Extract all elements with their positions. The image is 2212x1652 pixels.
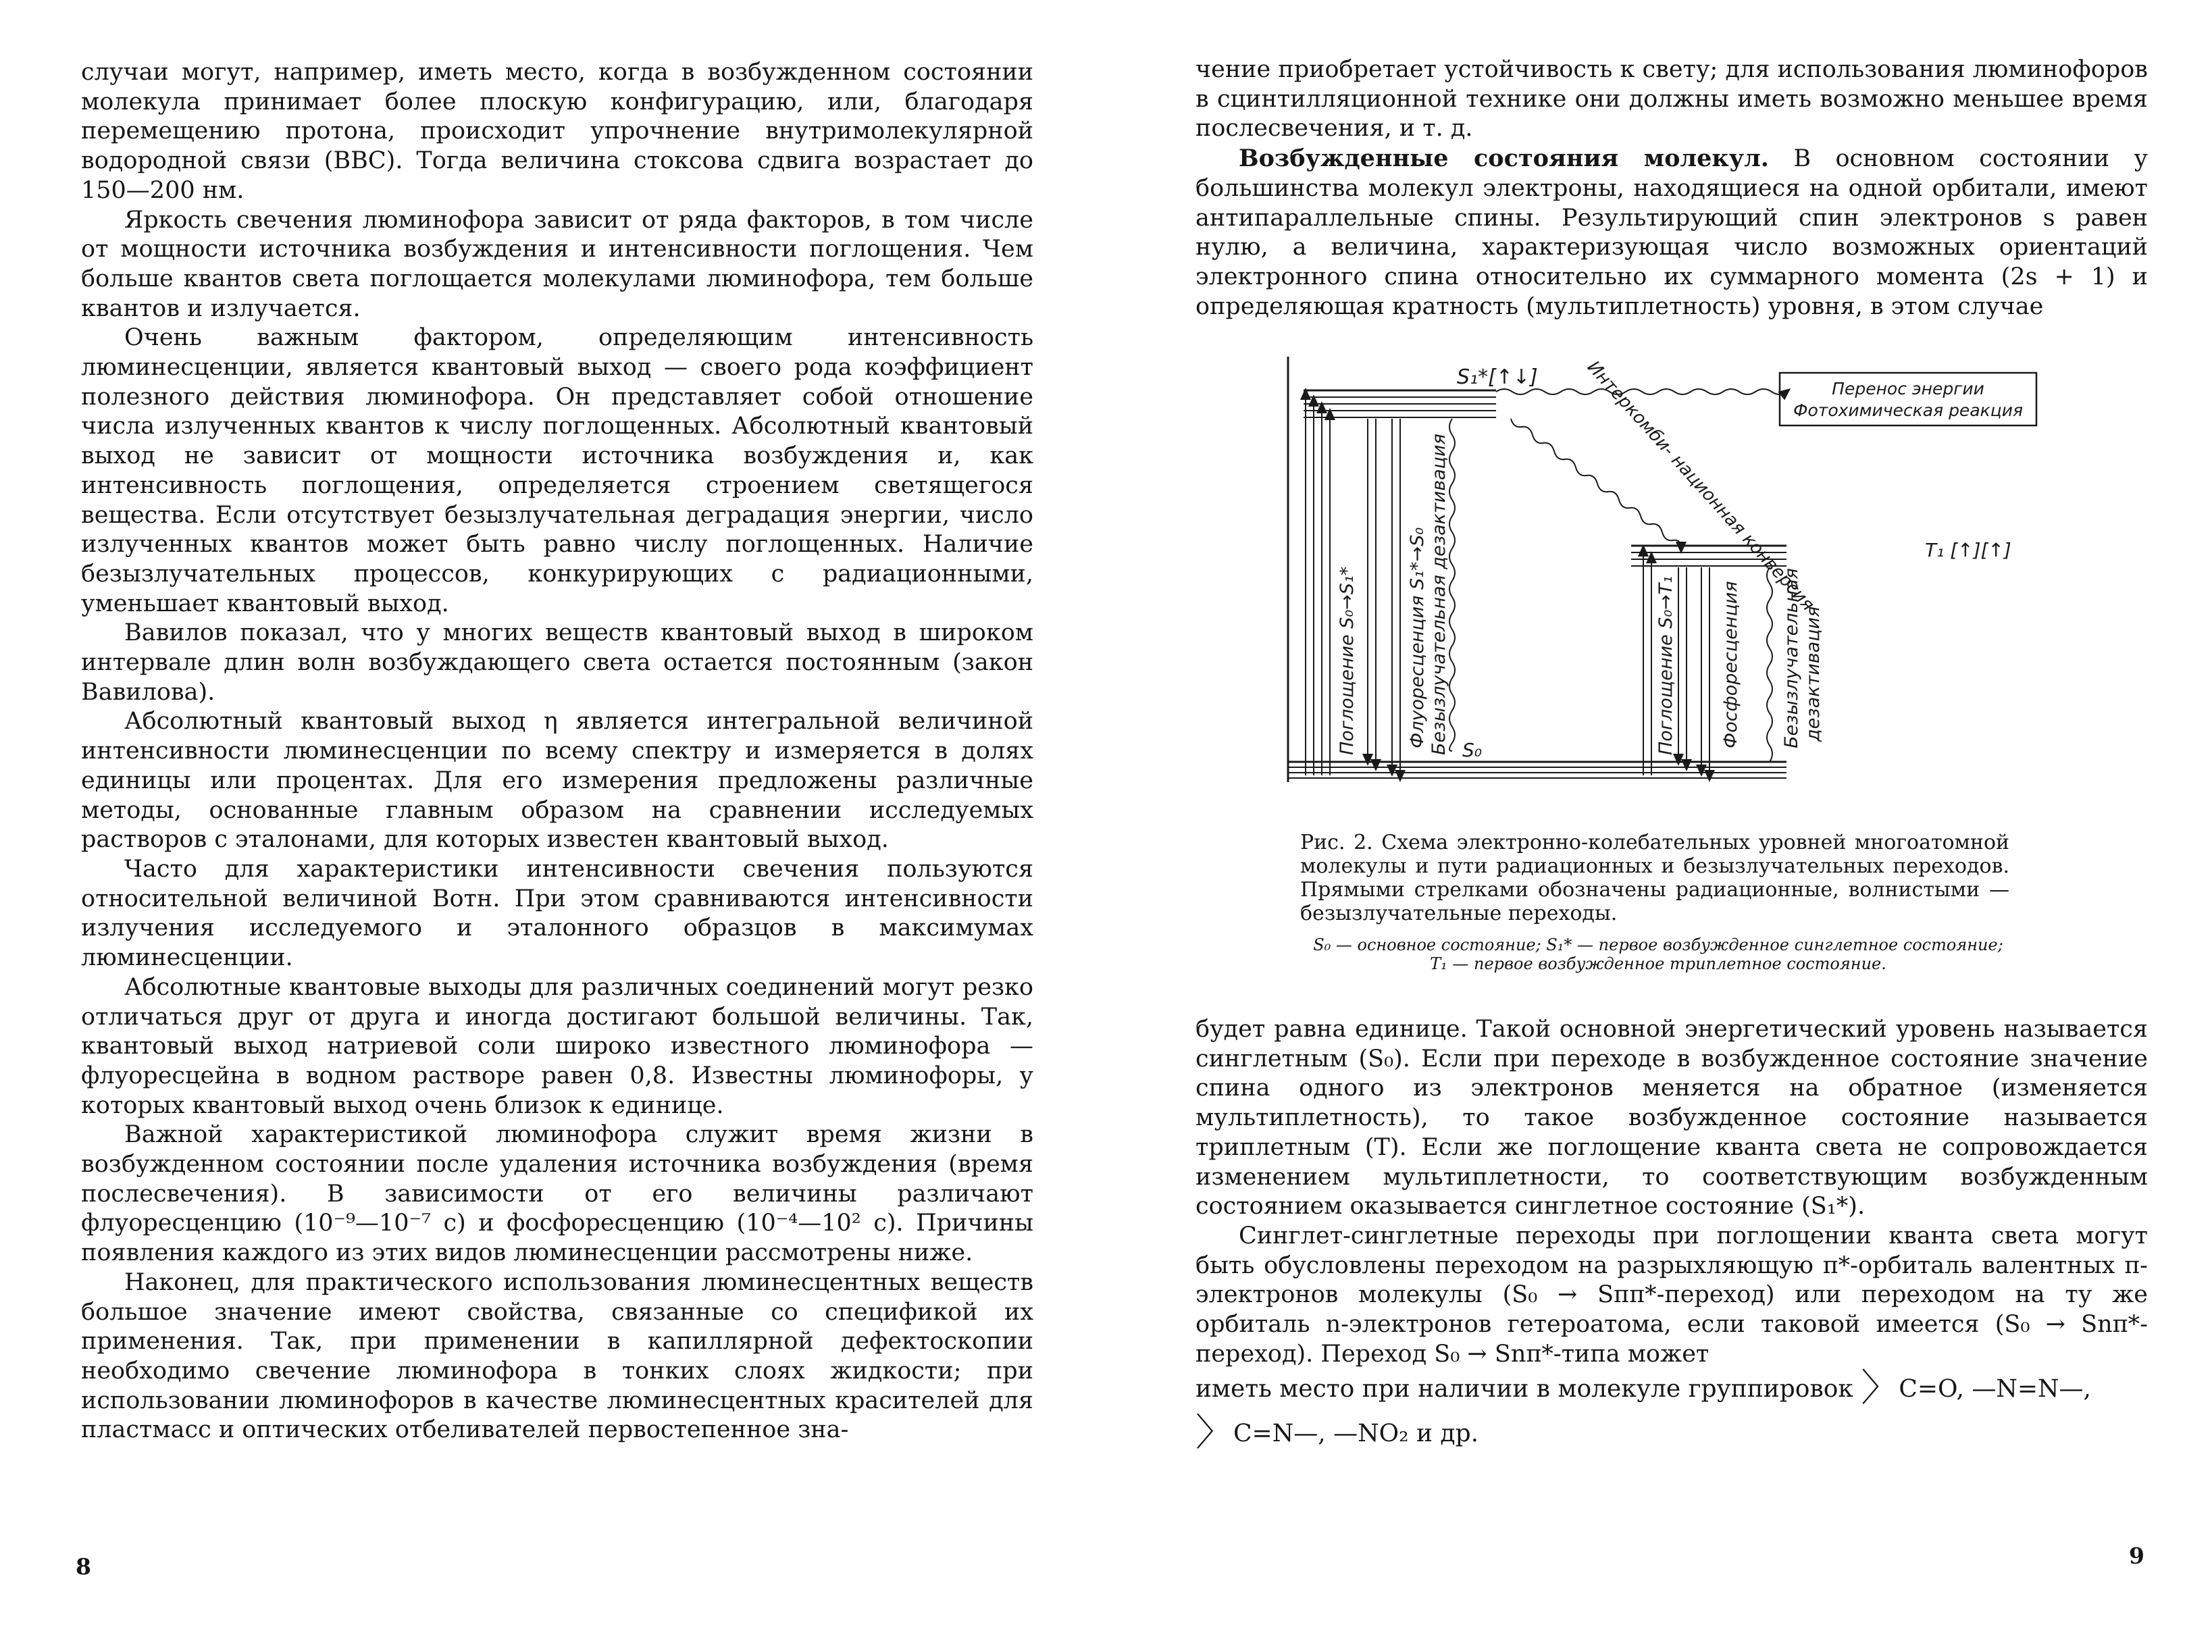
right-text-column-top bbox=[1195, 55, 2148, 321]
nonrad-2-label-a: Безызлучательная bbox=[1781, 568, 1802, 748]
t1-label: T₁ [↑][↑] bbox=[1925, 539, 2011, 561]
s1-levels bbox=[1304, 390, 1496, 417]
box-line-2: Фотохимическая реакция bbox=[1793, 401, 2024, 420]
triplet-absorption-label: Поглощение S₀→T₁ bbox=[1655, 575, 1676, 755]
paragraph: чение приобретает устойчивость к свету; для использования люминофоров в сцинтилляционной технике они должны иметь возможно меньшее время послесвечения, и т. д. bbox=[1195, 56, 2148, 143]
box-line-1: Перенос энергии bbox=[1832, 379, 1984, 398]
section-paragraph bbox=[1195, 144, 2148, 321]
left-text-column bbox=[81, 58, 1033, 1445]
caption-text: Рис. 2. Схема электронно-колебательных уровней многоатомной молекулы и пути радиационных и безызлучательных переходов. Прямыми стрелками обозначены радиационные, волнистыми — безызлучательные переходы. bbox=[1300, 831, 2009, 925]
paragraph: Наконец, для практического использования люминесцентных веществ большое значение имеют свойства, связанные со спецификой их применения. Так, при применении в капиллярной дефектоскопии необходимо свечение люминофора в тонких слоях жидкости; при использовании люминофоров в качестве люминесцентных красителей для пластмасс и оптических отбеливателей первостепенное зна- bbox=[81, 1268, 1033, 1444]
paragraph: Очень важным фактором, определяющим интенсивность люминесценции, является квантовый выход — своего рода коэффициент полезного действия люминофора. Он представляет собой отношение числа излученных квантов к числу поглощенных. Абсолютный квантовый выход не зависит от мощности источника возбуждения и, как интенсивность поглощения, определяется строением светящегося вещества. Если отсутствует безызлучательная деградация энергии, число излученных квантов может быть равно числу поглощенных. Наличие безызлучательных процессов, конкурирующих с радиационными, уменьшает квантовый выход. bbox=[81, 324, 1033, 617]
formula-line-1 bbox=[1195, 1366, 2148, 1411]
paragraph: Важной характеристикой люминофора служит время жизни в возбужденном состоянии после удаления источника возбуждения (время послесвечения). В зависимости от его величины различают флуоресценцию (10⁻⁹—10⁻⁷ с) и фосфоресценцию (10⁻⁴—10² с). Причины появления каждого из этих видов люминесценции рассмотрены ниже. bbox=[81, 1121, 1033, 1267]
formula-groups-2: C=N—, —NO₂ и др. bbox=[1233, 1420, 1479, 1448]
paragraph: Часто для характеристики интенсивности свечения пользуются относительной величиной Bотн. При этом сравниваются интенсивности излучения исследуемого и эталонного образцов в максимумах люминесценции. bbox=[81, 855, 1033, 972]
legend-text: S₀ — основное состояние; S₁* — первое возбужденное синглетное состояние; T₁ — первое возбужденное триплетное состояние. bbox=[1313, 935, 2003, 973]
formula-line-2 bbox=[1195, 1411, 2148, 1455]
page-number: 9 bbox=[2129, 1543, 2144, 1569]
formula-lead: иметь место при наличии в молекуле группировок bbox=[1195, 1375, 1853, 1403]
phosphorescence-arrows bbox=[1678, 567, 1709, 777]
paragraph: случаи могут, например, иметь место, когда в возбужденном состоянии молекула принимает более плоскую конфигурацию, или, благодаря перемещению протона, происходит упрочнение внутримолекулярной водородной связи (ВВС). Тогда величина стоксова сдвига возрастает до 150—200 нм. bbox=[81, 59, 1033, 204]
paragraph: Синглет-синглетные переходы при поглощении кванта света могут быть обусловлены переходом на разрыхляющую π*-орбиталь валентных π-электронов молекулы (S₀ → Sππ*-переход) или переходом на ту же орбиталь n-электронов гетероатома, если таковой имеется (S₀ → Snπ*-переход). Переход S₀ → Snπ*-типа может bbox=[1195, 1222, 2148, 1368]
isc-label: Интеркомби- национная конверсия bbox=[1583, 357, 1818, 615]
branch-bracket-icon: 〉 bbox=[1195, 1411, 1233, 1455]
page-number: 8 bbox=[76, 1553, 91, 1580]
right-page bbox=[1108, 0, 2212, 1652]
figure-legend bbox=[1310, 935, 2006, 973]
branch-bracket-icon: 〉 bbox=[1861, 1366, 1899, 1411]
paragraph: Абсолютный квантовый выход η является интегральной величиной интенсивности люминесценции по всему спектру и измеряется в долях единицы или процентах. Для его измерения предложены различные методы, основанные главным образом на сравнении исследуемых растворов с эталонами, для которых известен квантовый выход. bbox=[81, 708, 1033, 854]
paragraph: будет равна единице. Такой основной энергетический уровень называется синглетным (S₀). Если при переходе в возбужденное состояние значение спина одного из электронов меняется на обратное (изменяется мультиплетность), то такое возбужденное состояние называется триплетным (T). Если же поглощение кванта света не сопровождается изменением мультиплетности, то соответствующим возбужденным состоянием оказывается синглетное состояние (S₁*). bbox=[1195, 1016, 2148, 1220]
paragraph: Яркость свечения люминофора зависит от ряда факторов, в том числе от мощности источника возбуждения и интенсивности поглощения. Чем больше квантов света поглощается молекулами люминофора, тем больше квантов и излучается. bbox=[81, 206, 1033, 322]
figure-caption bbox=[1300, 831, 2009, 925]
formula-groups-1: C=O, —N=N—, bbox=[1899, 1375, 2091, 1403]
nonrad-2-label-b: дезактивация bbox=[1803, 606, 1824, 742]
wavy-to-energy-transfer bbox=[1496, 389, 1786, 394]
triplet-absorption-arrows bbox=[1643, 550, 1651, 775]
absorption-arrows bbox=[1306, 393, 1330, 775]
fluorescence-label: Флуоресценция S₁*→S₀ bbox=[1407, 527, 1428, 748]
wavy-deactivation-2 bbox=[1767, 567, 1772, 762]
nonrad-1-label: Безызлучательная дезактивация bbox=[1429, 434, 1449, 755]
s1-label: S₁*[↑↓] bbox=[1457, 365, 1538, 389]
wavy-deactivation-1 bbox=[1449, 419, 1455, 751]
fluorescence-arrows bbox=[1368, 419, 1400, 777]
right-text-column-bottom bbox=[1195, 1015, 2148, 1455]
absorption-label: Поглощение S₀→S₁* bbox=[1337, 566, 1358, 755]
energy-level-diagram bbox=[1273, 343, 2043, 843]
s0-label: S₀ bbox=[1462, 739, 1482, 761]
section-text: В основном состоянии у большинства молекул электроны, находящиеся на одной орбитали, имеют антипараллельные спины. Результирующий спин электронов s равен нулю, а величина, характеризующая число возможных ориентаций электронного спина относительно их суммарного момента (2s + 1) и определяющая кратность (мультиплетность) уровня, в этом случае bbox=[1195, 145, 2149, 320]
s0-levels bbox=[1288, 762, 1786, 778]
section-heading: Возбужденные состояния молекул. bbox=[1239, 145, 1769, 173]
phosphorescence-label: Фосфоресценция bbox=[1720, 581, 1741, 748]
paragraph: Абсолютные квантовые выходы для различных соединений могут резко отличаться друг от друга и иногда достигают большой величины. Так, квантовый выход натриевой соли широко известного люминофора — флуоресцейна в водном растворе равен 0,8. Известны люминофоры, у которых квантовый выход очень близок к единице. bbox=[81, 973, 1033, 1119]
paragraph: Вавилов показал, что у многих веществ квантовый выход в широком интервале длин волн возбуждающего света остается постоянным (закон Вавилова). bbox=[81, 619, 1033, 706]
